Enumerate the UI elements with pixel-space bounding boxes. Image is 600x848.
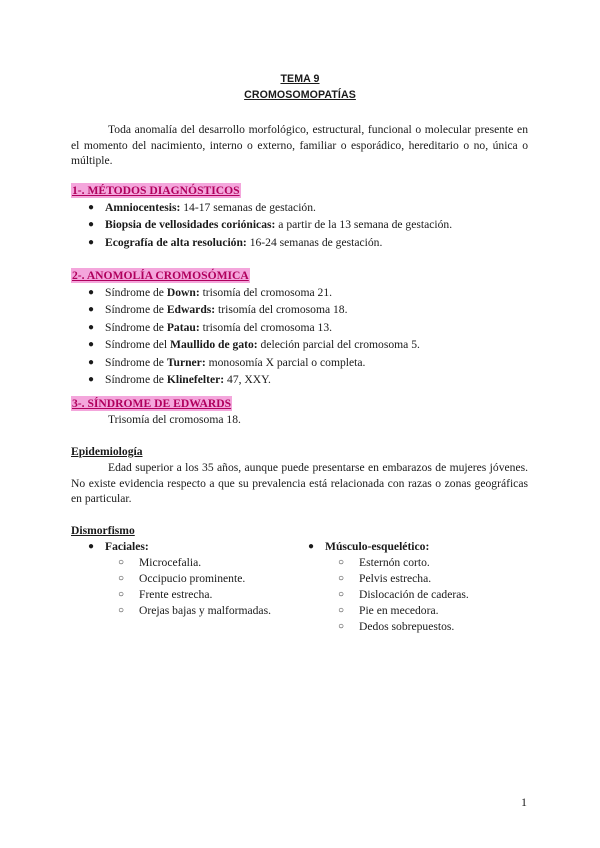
list-item — [325, 619, 531, 635]
section-heading-edwards-syndrome: 3-. SÍNDROME DE EDWARDS — [72, 397, 232, 410]
item-term: Edwards: — [166, 303, 216, 317]
musculoskeletal-column — [291, 539, 531, 635]
bullet-icon: ● — [88, 219, 95, 231]
item-term: Amniocentesis: — [105, 201, 181, 214]
item-prefix: Síndrome de — [105, 355, 167, 369]
item-text: Pie en mecedora. — [359, 604, 439, 617]
item-prefix: Síndrome de — [105, 286, 167, 299]
item-prefix: Síndrome de — [105, 320, 167, 334]
list-item — [325, 587, 531, 603]
item-text: 16-24 semanas de gestación. — [246, 235, 383, 249]
dysmorphism-heading: Dismorfismo — [71, 524, 135, 537]
item-text: trisomía del cromosoma 18. — [215, 303, 348, 317]
item-text: Dedos sobrepuestos. — [359, 620, 455, 633]
list-item — [71, 336, 531, 353]
item-text: Pelvis estrecha. — [359, 572, 432, 585]
facial-label: Faciales: — [105, 540, 149, 553]
item-text: Microcefalia. — [139, 556, 202, 569]
item-term: Klinefelter: — [166, 373, 225, 387]
bullet-icon: ● — [88, 374, 95, 386]
circle-bullet-icon: ○ — [338, 621, 345, 632]
intro-paragraph: Toda anomalía del desarrollo morfológico, estructural, funcional o molecular presente en el momento del nacimiento, interno o externo, familiar o esporádico, hereditario o no, única o múltiple. — [71, 123, 528, 167]
musculoskeletal-list — [325, 555, 531, 635]
edwards-subtitle: Trisomía del cromosoma 18. — [108, 413, 241, 426]
bullet-icon: ● — [88, 321, 95, 333]
bullet-icon: ● — [88, 304, 95, 316]
list-item — [71, 284, 531, 301]
musculoskeletal-label: Músculo-esquelético: — [325, 540, 430, 553]
item-text: 47, XXY. — [224, 373, 271, 387]
item-text: Esternón corto. — [359, 556, 430, 569]
circle-bullet-icon: ○ — [338, 605, 345, 616]
item-text: a partir de la 13 semana de gestación. — [275, 218, 453, 232]
item-term: Maullido de gato: — [170, 338, 258, 352]
diagnostic-methods-list — [71, 199, 531, 251]
bullet-icon: ● — [88, 202, 95, 213]
item-text: Dislocación de caderas. — [359, 588, 469, 601]
item-term: Down: — [166, 286, 200, 299]
list-item — [105, 587, 291, 603]
list-item — [71, 234, 531, 251]
facial-list — [105, 555, 291, 619]
bullet-icon: ● — [88, 339, 95, 351]
item-text: trisomía del cromosoma 13. — [199, 320, 333, 334]
item-term: Patau: — [166, 320, 200, 334]
facial-label-row — [71, 539, 291, 555]
circle-bullet-icon: ○ — [338, 573, 345, 584]
list-item — [325, 571, 531, 587]
chromosomal-anomaly-list — [71, 284, 531, 388]
musculoskeletal-label-row — [291, 539, 531, 555]
circle-bullet-icon: ○ — [118, 605, 125, 616]
circle-bullet-icon: ○ — [118, 557, 125, 568]
item-term: Biopsia de vellosidades coriónicas: — [105, 218, 276, 232]
circle-bullet-icon: ○ — [338, 557, 345, 568]
item-text: deleción parcial del cromosoma 5. — [257, 338, 420, 352]
epidemiology-heading: Epidemiología — [71, 445, 143, 458]
page-number: 1 — [521, 795, 527, 809]
item-text: monosomía X parcial o completa. — [205, 355, 366, 369]
epidemiology-paragraph: Edad superior a los 35 años, aunque puede presentarse en embarazos de mujeres jóvenes. No existe evidencia respecto a que su prevalencia está relacionada con razas o zonas geográficas en particular. — [71, 461, 528, 505]
circle-bullet-icon: ○ — [118, 589, 125, 600]
bullet-icon: ● — [308, 541, 315, 552]
list-item — [325, 603, 531, 619]
list-item — [71, 319, 531, 336]
item-text: Frente estrecha. — [139, 588, 213, 601]
list-item — [71, 354, 531, 371]
item-text: Occipucio prominente. — [139, 572, 246, 585]
list-item — [71, 301, 531, 318]
facial-column — [71, 539, 291, 619]
topic-number: TEMA 9 — [280, 73, 320, 85]
list-item — [71, 371, 531, 388]
section-heading-diagnostic-methods: 1-. MÉTODOS DIAGNÓSTICOS — [72, 184, 240, 197]
list-item — [105, 555, 291, 571]
item-text: Orejas bajas y malformadas. — [139, 604, 271, 617]
page-title: CROMOSOMOPATÍAS — [244, 89, 356, 101]
list-item — [71, 199, 531, 216]
item-text: trisomía del cromosoma 21. — [199, 286, 333, 299]
item-prefix: Síndrome del — [105, 338, 171, 352]
list-item — [105, 603, 279, 619]
bullet-icon: ● — [88, 541, 95, 552]
list-item — [71, 216, 531, 233]
list-item — [105, 571, 291, 587]
circle-bullet-icon: ○ — [118, 573, 125, 584]
circle-bullet-icon: ○ — [338, 589, 345, 600]
bullet-icon: ● — [88, 236, 95, 248]
item-prefix: Síndrome de — [105, 303, 167, 317]
item-text: 14-17 semanas de gestación. — [180, 201, 316, 214]
section-heading-chromosomal-anomaly: 2-. ANOMOLÍA CROMOSÓMICA — [72, 269, 249, 282]
list-item — [325, 555, 531, 571]
item-term: Turner: — [166, 355, 206, 369]
bullet-icon: ● — [88, 287, 95, 298]
item-prefix: Síndrome de — [105, 373, 167, 387]
bullet-icon: ● — [88, 356, 95, 368]
item-term: Ecografía de alta resolución: — [105, 235, 247, 249]
